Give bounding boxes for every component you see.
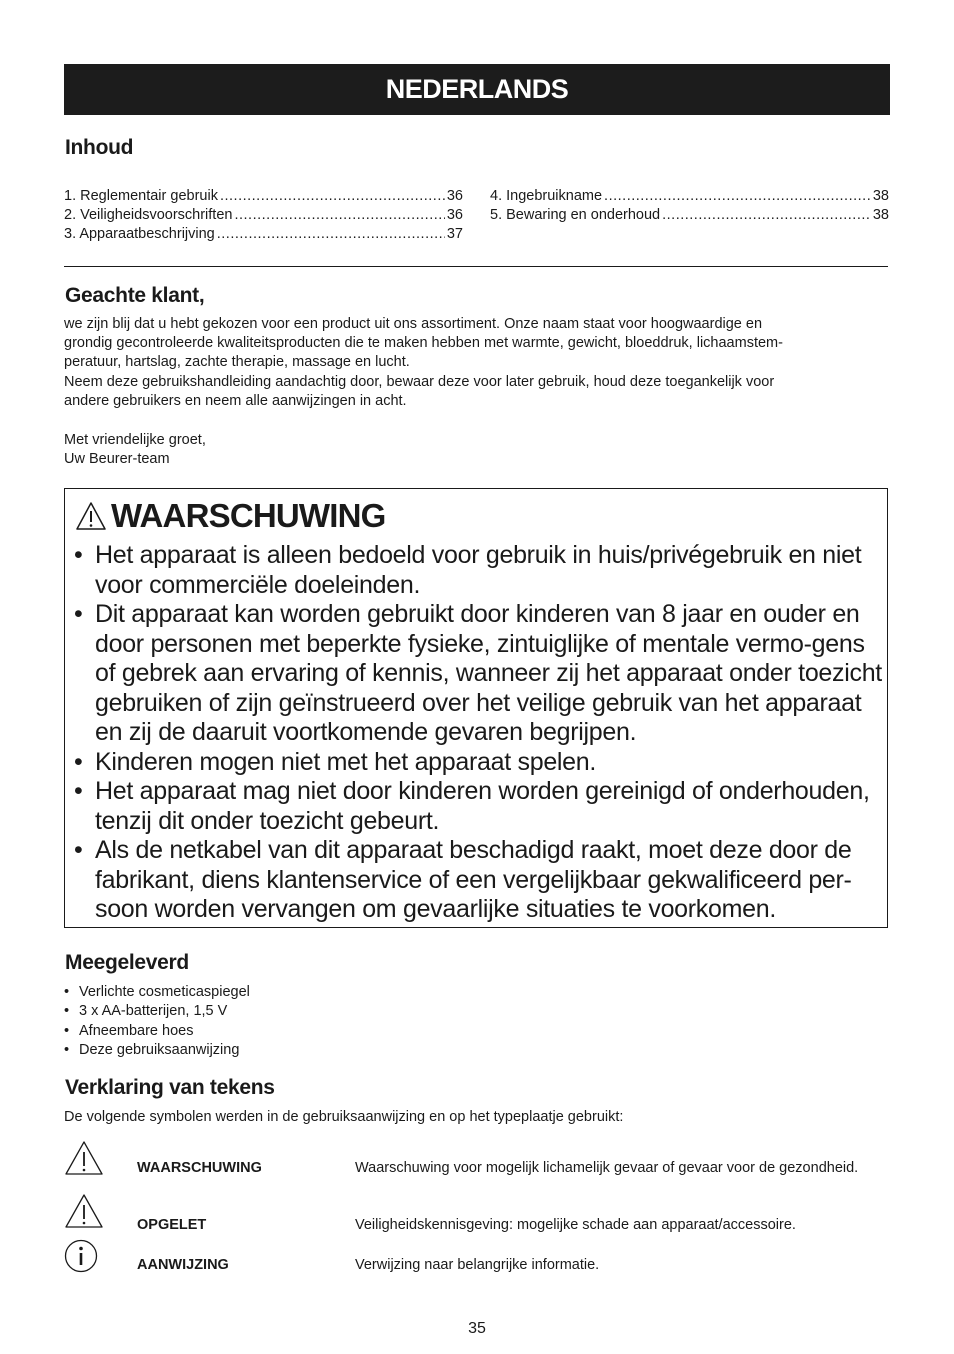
toc-entry[interactable] [64, 225, 463, 244]
toc-heading: Inhoud [65, 136, 134, 159]
list-item: • Verlichte cosmeticaspiegel [64, 983, 250, 1002]
toc-entry-label: 3. Apparaatbeschrijving [64, 226, 215, 243]
toc-left-column [64, 187, 463, 245]
warning-item: • Het apparaat is alleen bedoeld voor gebruik in huis/privégebruik en niet voor commerciële doeleinden. [74, 541, 884, 600]
symbol-description: Waarschuwing voor mogelijk lichamelijk gevaar of gevaar voor de gezondheid. [355, 1160, 859, 1176]
toc-entry[interactable] [64, 187, 463, 206]
warning-item: • Dit apparaat kan worden gebruikt door kinderen van 8 jaar en ouder en door personen met beperkte fysieke, zintuiglijke of mentale vermo-gens of gebrek aan ervaring of kennis, wanneer zij het apparaat onder toezicht gebruiken of zijn geïnstrueerd over het veilige gebruik van het apparaat en zij de daaruit voortkomende gevaren begrijpen. [74, 600, 884, 748]
toc-entry[interactable] [490, 187, 889, 206]
greeting-line: Neem deze gebruikshandleiding aandachtig door, bewaar deze voor later gebruik, houd deze toegankelijk voor [64, 373, 775, 390]
page-number: 35 [468, 1320, 486, 1337]
toc-entry-label: 4. Ingebruikname [490, 188, 603, 204]
greeting-text [64, 315, 890, 411]
section-divider [64, 266, 888, 267]
warning-box [64, 488, 888, 928]
toc-entry-label: 2. Veiligheidsvoorschriften [64, 207, 233, 224]
toc-entry-page: 36 [446, 188, 463, 204]
list-item: • Afneembare hoes [64, 1022, 250, 1041]
closing-line: Met vriendelijke groet, [64, 432, 206, 448]
delivered-list [64, 983, 250, 1060]
toc-entry-page: 37 [446, 226, 463, 243]
warning-triangle-icon [75, 501, 107, 531]
toc-entry-page: 38 [872, 207, 889, 224]
language-title: NEDERLANDS [385, 74, 569, 104]
toc-right-column [490, 187, 889, 225]
caution-triangle-icon [64, 1193, 104, 1229]
list-item: • Deze gebruiksaanwijzing [64, 1041, 250, 1060]
symbol-description: Veiligheidskennisgeving: mogelijke schade aan apparaat/accessoire. [355, 1217, 796, 1233]
warning-item: • Het apparaat mag niet door kinderen worden gereinigd of onderhouden, tenzij dit onder toezicht gebeurt. [74, 777, 884, 836]
greeting-line: grondig gecontroleerde kwaliteitsproducten die te maken hebben met warmte, gewicht, bloeddruk, lichaamstem- [64, 335, 783, 352]
symbols-heading: Verklaring van tekens [65, 1076, 275, 1099]
info-circle-icon [64, 1238, 100, 1274]
toc-entry[interactable] [490, 206, 889, 225]
warning-title-text: WAARSCHUWING [111, 497, 386, 534]
greeting-line: we zijn blij dat u hebt gekozen voor een product uit ons assortiment. Onze naam staat voor hoogwaardige en [64, 316, 763, 332]
warning-title [75, 497, 386, 535]
symbol-label: WAARSCHUWING [137, 1160, 262, 1176]
warning-list [74, 541, 884, 925]
language-banner [64, 64, 890, 115]
greeting-closing [64, 431, 890, 469]
delivered-heading: Meegeleverd [65, 951, 189, 974]
toc-entry-page: 36 [446, 207, 463, 224]
toc-entry-page: 38 [872, 188, 889, 204]
signature-line: Uw Beurer-team [64, 451, 170, 468]
greeting-line: andere gebruikers en neem alle aanwijzingen in acht. [64, 392, 407, 409]
toc-entry-label: 1. Reglementair gebruik [64, 188, 218, 204]
list-item: • 3 x AA-batterijen, 1,5 V [64, 1002, 250, 1021]
symbol-label: AANWIJZING [137, 1257, 229, 1273]
toc-entry[interactable] [64, 206, 463, 225]
symbol-label: OPGELET [137, 1217, 207, 1233]
warning-triangle-icon [64, 1140, 104, 1176]
greeting-line: peratuur, hartslag, zachte therapie, massage en lucht. [64, 354, 410, 371]
toc-entry-label: 5. Bewaring en onderhoud [490, 207, 661, 224]
symbols-intro: De volgende symbolen werden in de gebruiksaanwijzing en op het typeplaatje gebruikt: [64, 1109, 624, 1125]
warning-item: • Kinderen mogen niet met het apparaat spelen. [74, 748, 884, 778]
warning-item: • Als de netkabel van dit apparaat beschadigd raakt, moet deze door de fabrikant, diens klantenservice of een vergelijkbaar gekwalificeerd per-soon worden vervangen om gevaarlijke situaties te voorkomen. [74, 836, 884, 925]
symbol-description: Verwijzing naar belangrijke informatie. [355, 1257, 600, 1273]
greeting-heading: Geachte klant, [65, 284, 205, 307]
